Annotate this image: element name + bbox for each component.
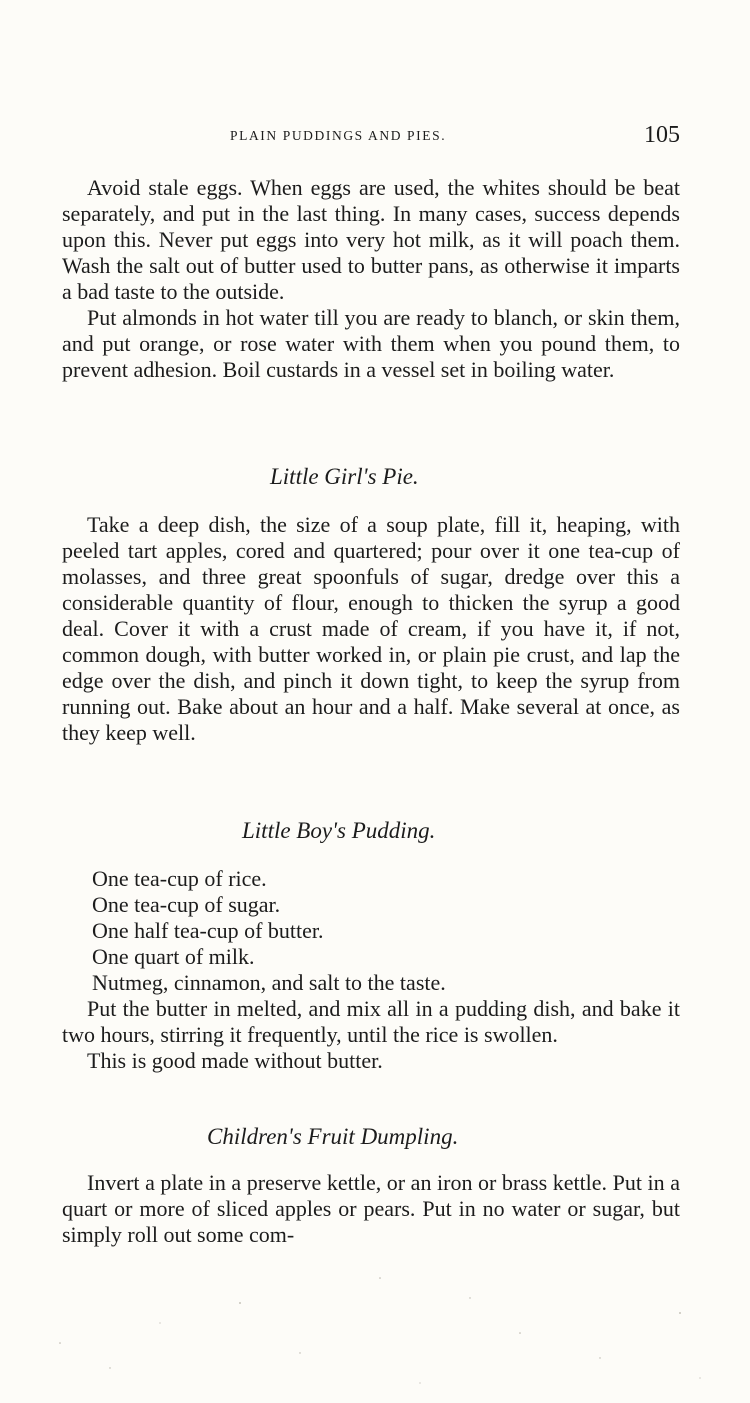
ingredient-item: Nutmeg, cinnamon, and salt to the taste. (92, 970, 446, 995)
ingredient-item: One half tea-cup of butter. (92, 918, 324, 943)
ingredient-list (62, 866, 680, 996)
recipe-title-little-boys-pudding: Little Boy's Pudding. (242, 818, 436, 843)
recipe-body-little-girls-pie (62, 512, 680, 746)
recipe-note: This is good made without butter. (87, 1048, 383, 1073)
intro-paragraph: Avoid stale eggs. When eggs are used, the whites should be beat separately, and put in the last thing. In many cases, success depends upon this. Never put eggs into very hot milk, as it will poach them. Wash the salt out of butter used to butter pans, as otherwise it imparts a bad taste to the outside. (62, 175, 680, 304)
page-number: 105 (644, 122, 680, 148)
recipe-directions-little-boys-pudding (62, 996, 680, 1074)
page-header (62, 118, 680, 158)
recipe-title-childrens-fruit-dumpling: Children's Fruit Dumpling. (207, 1124, 459, 1149)
ingredient-item: One tea-cup of rice. (92, 866, 267, 891)
ingredient-item: One quart of milk. (92, 944, 255, 969)
ingredient-item: One tea-cup of sugar. (92, 892, 281, 917)
recipe-title-little-girls-pie: Little Girl's Pie. (270, 464, 419, 489)
intro-paragraph: Put almonds in hot water till you are ready to blanch, or skin them, and put orange, or rose water with them when you pound them, to prevent adhesion. Boil custards in a vessel set in boiling water. (62, 305, 680, 382)
recipe-paragraph: Take a deep dish, the size of a soup plate, fill it, heaping, with peeled tart apples, cored and quartered; pour over it one tea-cup of molasses, and three great spoonfuls of sugar, dredge over this a considerable quantity of flour, enough to thicken the syrup a good deal. Cover it with a crust made of cream, if you have it, if not, common dough, with butter worked in, or plain pie crust, and lap the edge over the dish, and pinch it down tight, to keep the syrup from running out. Bake about an hour and a half. Make several at once, as they keep well. (62, 512, 680, 745)
recipe-paragraph: Put the butter in melted, and mix all in a pudding dish, and bake it two hours, stirring it frequently, until the rice is swollen. (62, 996, 680, 1047)
intro-text (62, 175, 680, 383)
paper-specks (0, 1183, 750, 1403)
recipe-paragraph: Invert a plate in a preserve kettle, or an iron or brass kettle. Put in a quart or more of sliced apples or pears. Put in no water or sugar, but simply roll out some com- (62, 1170, 680, 1247)
running-head: PLAIN PUDDINGS AND PIES. (230, 128, 447, 143)
